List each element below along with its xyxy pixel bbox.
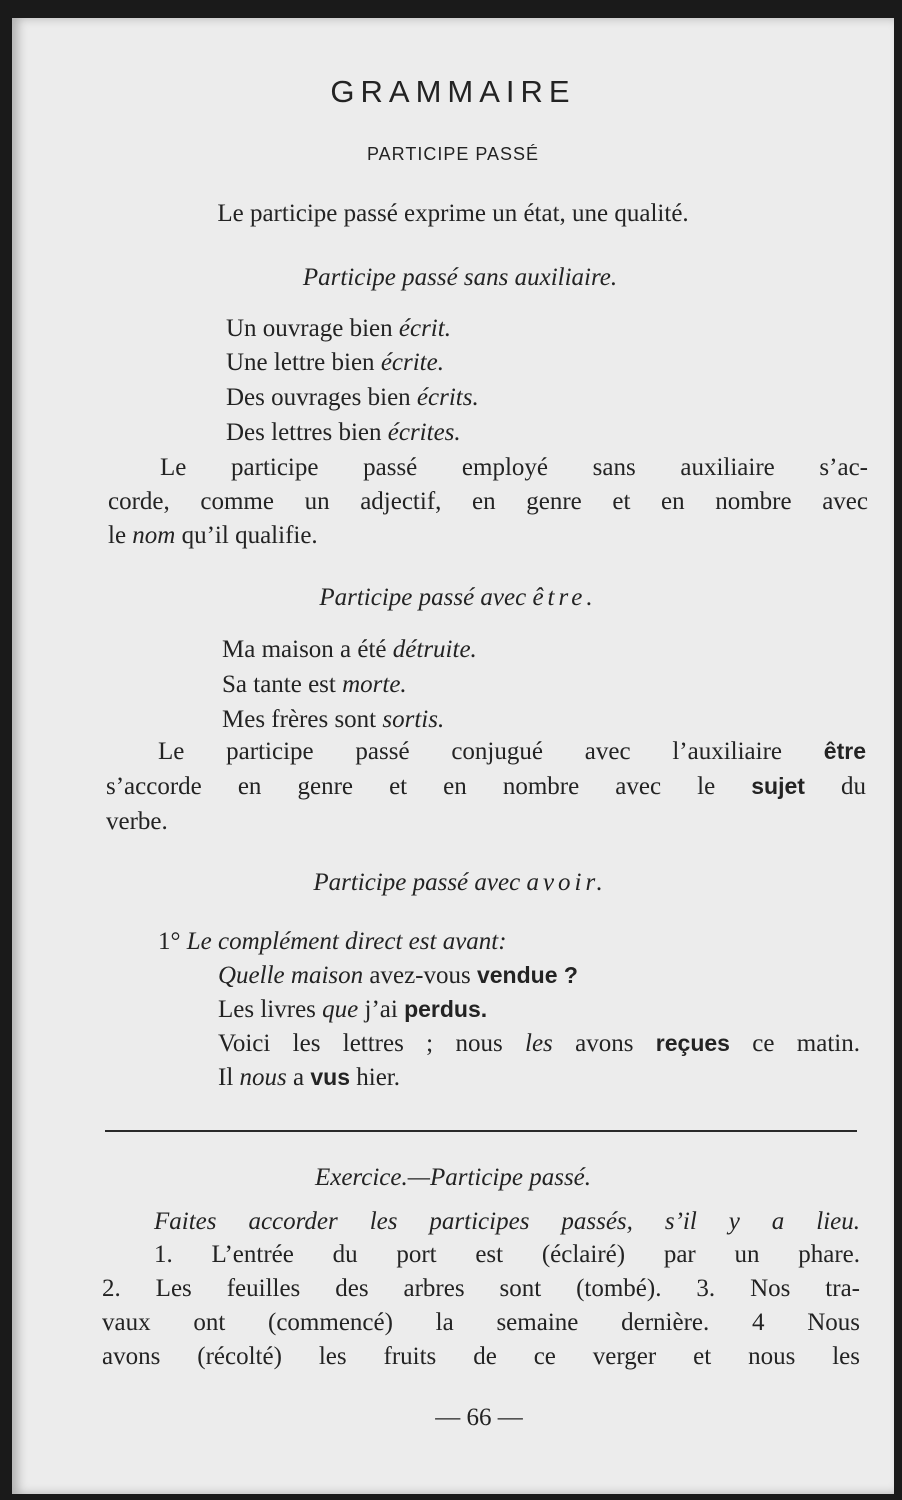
example-line: Il nous a vus hier. <box>218 1064 401 1091</box>
section-divider <box>105 1130 857 1132</box>
example-line: Un ouvrage bien écrit. <box>226 315 451 342</box>
book-page <box>12 18 894 1494</box>
exercise-instruction: Faites accorder les participes passés, s’il y a lieu. <box>154 1208 860 1235</box>
section-heading-sans-auxiliaire: Participe passé sans auxiliaire. <box>302 264 618 291</box>
example-line: Quelle maison avez-vous vendue ? <box>218 962 578 989</box>
example-line: Ma maison a été détruite. <box>222 636 477 663</box>
example-line: Mes frères sont sortis. <box>222 706 445 733</box>
page-number: — 66 — <box>435 1404 523 1431</box>
example-line: Voici les lettres ; nous les avons reçues ce matin. <box>218 1030 860 1057</box>
example-line: Sa tante est morte. <box>222 671 407 698</box>
rule-text-line: Le participe passé employé sans auxiliaire s’ac- <box>160 454 868 481</box>
exercise-line: avons (récolté) les fruits de ce verger et nous les <box>102 1343 860 1370</box>
section-heading-avec-etre: Participe passé avec être. <box>319 584 597 611</box>
rule-text-line: Le participe passé conjugué avec l’auxiliaire être <box>158 738 866 765</box>
rule-text-line: corde, comme un adjectif, en genre et en nombre avec <box>108 488 868 515</box>
case-heading: 1° Le complément direct est avant: <box>158 928 507 955</box>
page-subtitle: PARTICIPE PASSÉ <box>366 144 540 164</box>
rule-text-line: s’accorde en genre et en nombre avec le sujet du <box>106 773 867 800</box>
example-line: Des ouvrages bien écrits. <box>226 384 479 411</box>
rule-text-line: verbe. <box>106 808 168 835</box>
example-line: Les livres que j’ai perdus. <box>218 996 488 1023</box>
exercise-heading: Exercice.—Participe passé. <box>314 1164 592 1191</box>
exercise-line: 2. Les feuilles des arbres sont (tombé). 3. Nos tra- <box>102 1275 860 1302</box>
intro-sentence: Le participe passé exprime un état, une qualité. <box>217 200 689 227</box>
exercise-line: vaux ont (commencé) la semaine dernière. 4 Nous <box>102 1309 860 1336</box>
example-line: Des lettres bien écrites. <box>226 419 461 446</box>
section-heading-avec-avoir: Participe passé avec avoir. <box>313 869 607 896</box>
exercise-line: 1. L’entrée du port est (éclairé) par un phare. <box>154 1241 860 1268</box>
page-title: GRAMMAIRE <box>330 74 576 109</box>
rule-text-line: le nom qu’il qualifie. <box>108 522 318 549</box>
example-line: Une lettre bien écrite. <box>226 349 444 376</box>
